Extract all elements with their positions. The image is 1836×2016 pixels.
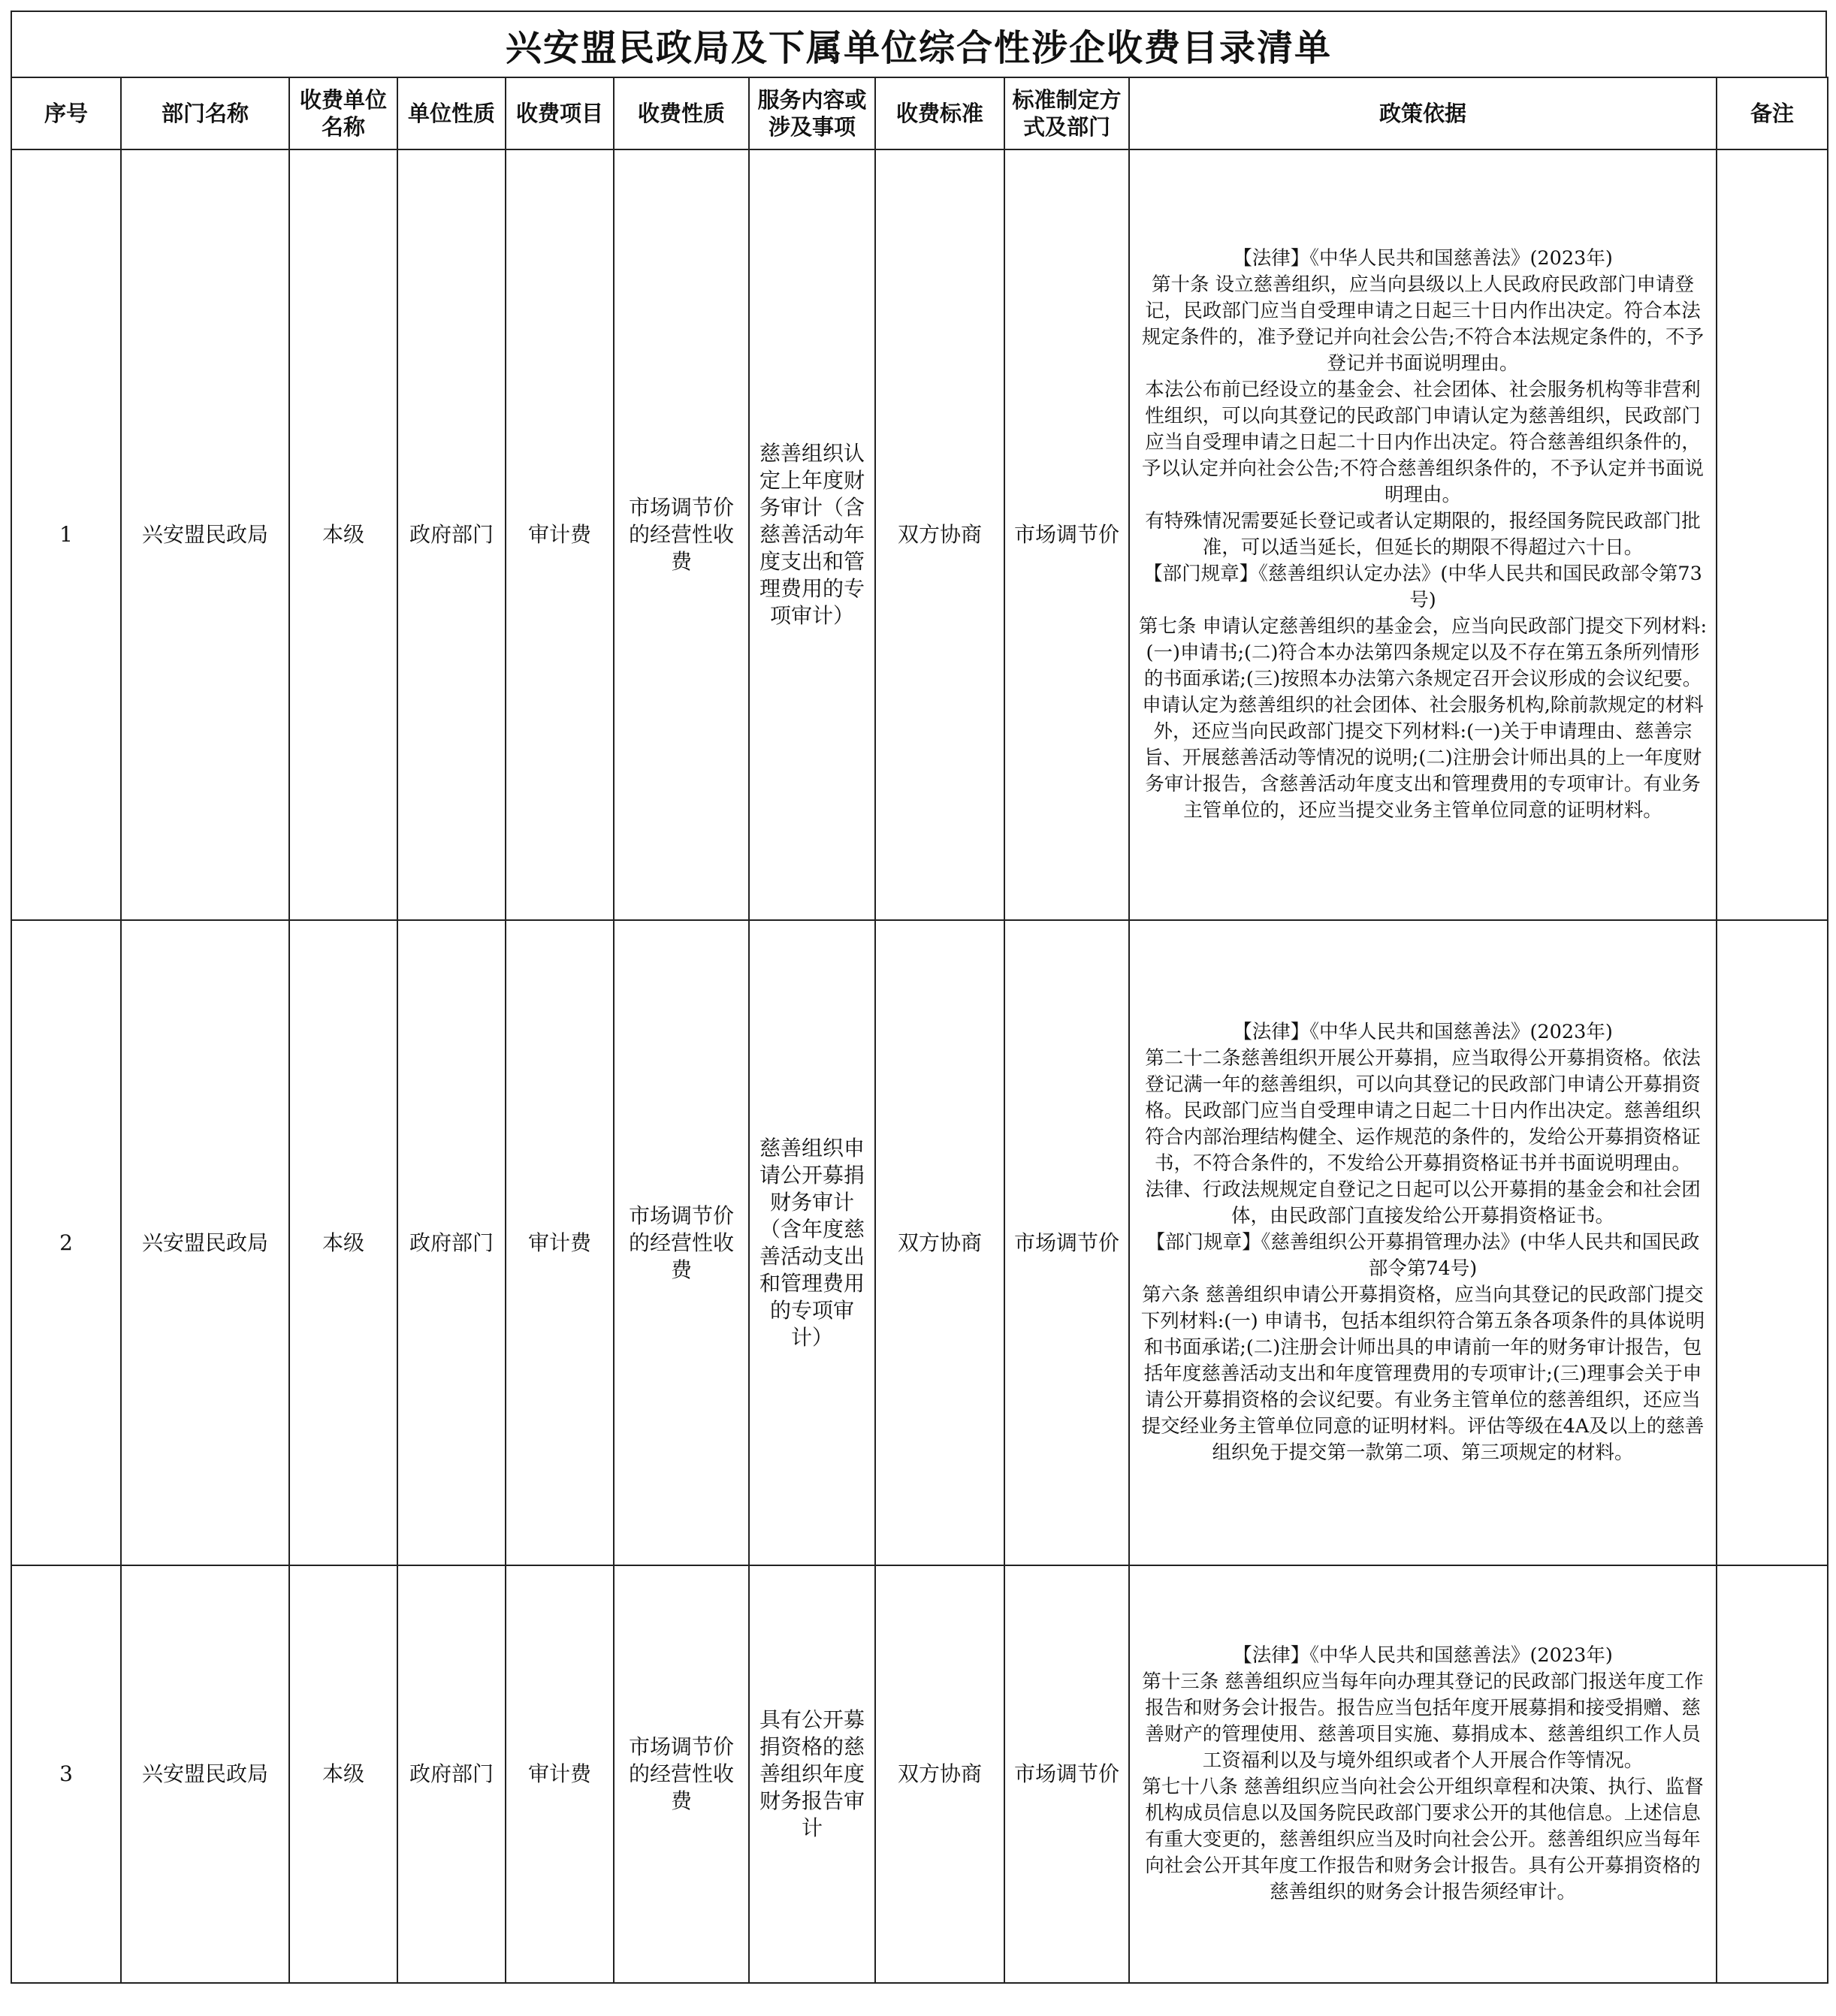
fee-catalog-table bbox=[11, 77, 1828, 1984]
cell-standard: 双方协商 bbox=[875, 149, 1004, 920]
cell-item: 审计费 bbox=[506, 149, 614, 920]
cell-department: 兴安盟民政局 bbox=[121, 149, 289, 920]
cell-method: 市场调节价 bbox=[1004, 1565, 1129, 1983]
header-service: 服务内容或涉及事项 bbox=[749, 77, 875, 149]
table-row bbox=[11, 149, 1828, 920]
cell-nature: 市场调节价的经营性收费 bbox=[614, 920, 749, 1565]
policy-paragraph: 第二十二条慈善组织开展公开募捐，应当取得公开募捐资格。依法登记满一年的慈善组织，可以向其登记的民政部门申请公开募捐资格。民政部门应当自受理申请之日起二十日内作出决定。慈善组织符合内部治理结构健全、运作规范的条件的，发给公开募捐资格证书，不符合条件的，不发给公开募捐资格证书并书面说明理由。 bbox=[1145, 1047, 1701, 1175]
policy-paragraph: 【部门规章】《慈善组织公开募捐管理办法》(中华人民共和国民政部令第74号) bbox=[1146, 1231, 1700, 1280]
cell-unit-type: 政府部门 bbox=[397, 149, 506, 920]
cell-nature: 市场调节价的经营性收费 bbox=[614, 1565, 749, 1983]
policy-paragraph: 第六条 慈善组织申请公开募捐资格，应当向其登记的民政部门提交下列材料:(一) 申请书，包括本组织符合第五条各项条件的具体说明和书面承诺;(二)注册会计师出具的申请前一年的财务审计报告，包括年度慈善活动支出和年度管理费用的专项审计;(三)理事会关于申请公开募捐资格的会议纪要。有业务主管单位的慈善组织，还应当提交经业务主管单位同意的证明材料。评估等级在4A及以上的慈善组织免于提交第一款第二项、第三项规定的材料。 bbox=[1140, 1284, 1705, 1464]
policy-paragraph: 【部门规章】《慈善组织认定办法》(中华人民共和国民政部令第73号) bbox=[1143, 563, 1702, 611]
header-standard: 收费标准 bbox=[875, 77, 1004, 149]
policy-paragraph: 第七条 申请认定慈善组织的基金会，应当向民政部门提交下列材料:(一)申请书;(二)符合本办法第四条规定以及不存在第五条所列情形的书面承诺;(三)按照本办法第六条规定召开会议形成的会议纪要。 bbox=[1138, 615, 1708, 690]
policy-paragraph: 法律、行政法规规定自登记之日起可以公开募捐的基金会和社会团体，由民政部门直接发给公开募捐资格证书。 bbox=[1145, 1179, 1701, 1227]
cell-nature: 市场调节价的经营性收费 bbox=[614, 149, 749, 920]
policy-paragraph: 第十三条 慈善组织应当每年向办理其登记的民政部门报送年度工作报告和财务会计报告。报告应当包括年度开展募捐和接受捐赠、慈善财产的管理使用、慈善项目实施、募捐成本、慈善组织工作人员工资福利以及与境外组织或者个人开展合作等情况。 bbox=[1142, 1670, 1704, 1772]
cell-policy bbox=[1129, 149, 1717, 920]
cell-remark bbox=[1717, 149, 1828, 920]
header-unit-type: 单位性质 bbox=[397, 77, 506, 149]
cell-item: 审计费 bbox=[506, 920, 614, 1565]
policy-paragraph: 【法律】《中华人民共和国慈善法》(2023年) bbox=[1233, 247, 1613, 270]
header-department: 部门名称 bbox=[121, 77, 289, 149]
policy-paragraph: 有特殊情况需要延长登记或者认定期限的，报经国务院民政部门批准，可以适当延长，但延长的期限不得超过六十日。 bbox=[1145, 510, 1701, 559]
cell-unit-type: 政府部门 bbox=[397, 1565, 506, 1983]
document-sheet bbox=[11, 11, 1827, 1984]
cell-unit-type: 政府部门 bbox=[397, 920, 506, 1565]
cell-unit: 本级 bbox=[289, 1565, 397, 1983]
policy-paragraph: 【法律】《中华人民共和国慈善法》(2023年) bbox=[1233, 1644, 1613, 1667]
cell-department: 兴安盟民政局 bbox=[121, 1565, 289, 1983]
header-nature: 收费性质 bbox=[614, 77, 749, 149]
page-title: 兴安盟民政局及下属单位综合性涉企收费目录清单 bbox=[11, 11, 1827, 77]
table-header-row bbox=[11, 77, 1828, 149]
cell-policy bbox=[1129, 920, 1717, 1565]
header-remark: 备注 bbox=[1717, 77, 1828, 149]
cell-item: 审计费 bbox=[506, 1565, 614, 1983]
cell-standard: 双方协商 bbox=[875, 1565, 1004, 1983]
cell-unit: 本级 bbox=[289, 149, 397, 920]
header-method: 标准制定方式及部门 bbox=[1004, 77, 1129, 149]
cell-remark bbox=[1717, 1565, 1828, 1983]
cell-index: 3 bbox=[11, 1565, 121, 1983]
cell-unit: 本级 bbox=[289, 920, 397, 1565]
policy-paragraph: 申请认定为慈善组织的社会团体、社会服务机构,除前款规定的材料外，还应当向民政部门提交下列材料:(一)关于申请理由、慈善宗旨、开展慈善活动等情况的说明;(二)注册会计师出具的上一年度财务审计报告，含慈善活动年度支出和管理费用的专项审计。有业务主管单位的，还应当提交业务主管单位同意的证明材料。 bbox=[1142, 694, 1704, 822]
cell-policy bbox=[1129, 1565, 1717, 1983]
policy-paragraph: 本法公布前已经设立的基金会、社会团体、社会服务机构等非营利性组织，可以向其登记的民政部门申请认定为慈善组织，民政部门应当自受理申请之日起二十日内作出决定。符合慈善组织条件的，予以认定并向社会公告;不符合慈善组织条件的，不予认定并书面说明理由。 bbox=[1141, 379, 1705, 506]
header-policy: 政策依据 bbox=[1129, 77, 1717, 149]
cell-department: 兴安盟民政局 bbox=[121, 920, 289, 1565]
cell-method: 市场调节价 bbox=[1004, 149, 1129, 920]
cell-service: 慈善组织申请公开募捐财务审计（含年度慈善活动支出和管理费用的专项审计） bbox=[749, 920, 875, 1565]
table-row bbox=[11, 1565, 1828, 1983]
cell-standard: 双方协商 bbox=[875, 920, 1004, 1565]
header-index: 序号 bbox=[11, 77, 121, 149]
header-item: 收费项目 bbox=[506, 77, 614, 149]
cell-remark bbox=[1717, 920, 1828, 1565]
cell-service: 具有公开募捐资格的慈善组织年度财务报告审计 bbox=[749, 1565, 875, 1983]
policy-paragraph: 第十条 设立慈善组织，应当向县级以上人民政府民政部门申请登记，民政部门应当自受理申请之日起三十日内作出决定。符合本法规定条件的，准予登记并向社会公告;不符合本法规定条件的，不予登记并书面说明理由。 bbox=[1141, 273, 1705, 375]
policy-paragraph: 【法律】《中华人民共和国慈善法》(2023年) bbox=[1233, 1021, 1613, 1043]
header-unit: 收费单位名称 bbox=[289, 77, 397, 149]
table-row bbox=[11, 920, 1828, 1565]
cell-index: 2 bbox=[11, 920, 121, 1565]
policy-paragraph: 第七十八条 慈善组织应当向社会公开组织章程和决策、执行、监督机构成员信息以及国务院民政部门要求公开的其他信息。上述信息有重大变更的，慈善组织应当及时向社会公开。慈善组织应当每年向社会公开其年度工作报告和财务会计报告。具有公开募捐资格的慈善组织的财务会计报告须经审计。 bbox=[1142, 1776, 1704, 1903]
cell-method: 市场调节价 bbox=[1004, 920, 1129, 1565]
cell-service: 慈善组织认定上年度财务审计（含慈善活动年度支出和管理费用的专项审计） bbox=[749, 149, 875, 920]
cell-index: 1 bbox=[11, 149, 121, 920]
